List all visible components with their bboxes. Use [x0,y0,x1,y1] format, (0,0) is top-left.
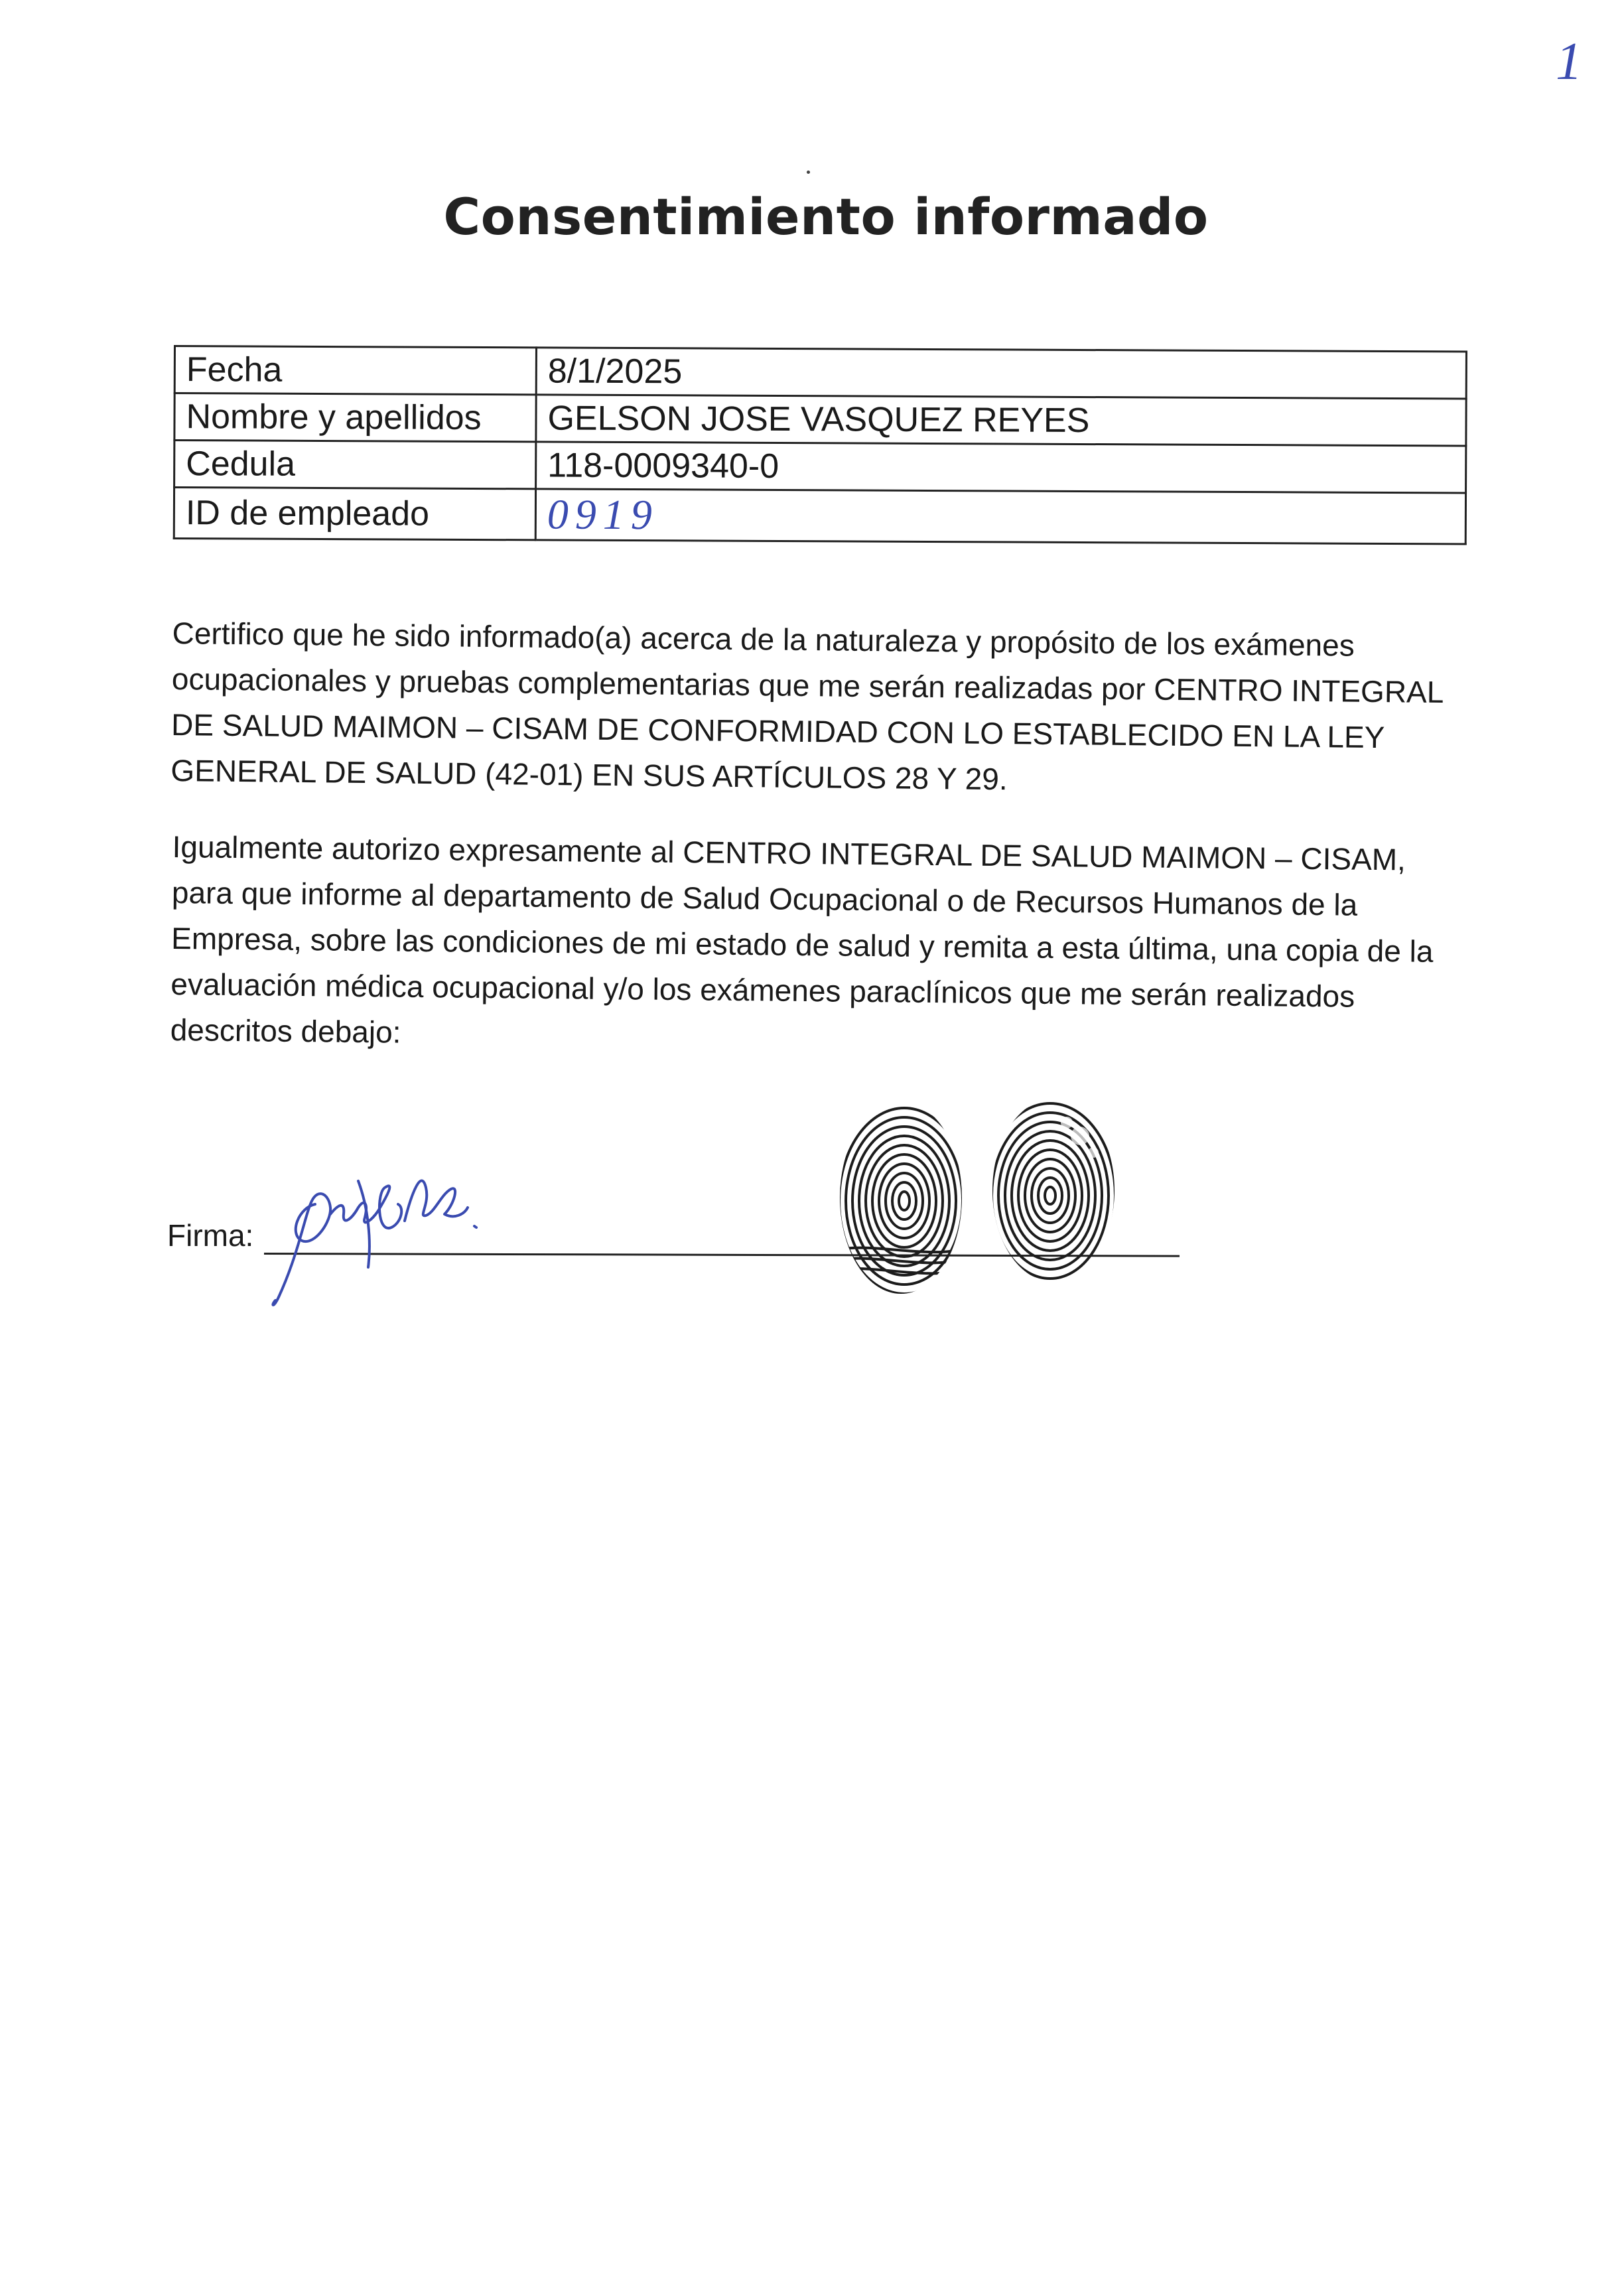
signature-icon [252,1141,491,1314]
table-row [174,393,1466,446]
row-label-cedula: Cedula [174,441,536,489]
handwritten-employee-id: 0919 [547,490,659,539]
row-value-id-empleado [535,489,1465,544]
row-label-id-empleado: ID de empleado [174,488,535,540]
fingerprint-icon [987,1096,1120,1285]
row-value-cedula: 118-0009340-0 [536,442,1466,493]
row-value-fecha: 8/1/2025 [536,348,1466,399]
table-row [174,346,1466,399]
scan-speck [807,171,810,174]
fingerprint-icon [835,1098,967,1297]
consent-paragraph-2: Igualmente autorizo expresamente al CENTRO INTEGRAL DE SALUD MAIMON – CISAM, para que informe al departamento de Salud Ocupacional o de Recursos Humanos de la Empresa, sobre las condiciones de mi estado de salud y remita a esta última, una copia de la evaluación médica ocupacional y/o los exámenes paraclínicos que me serán realizados descritos debajo: [170,829,1434,1050]
table-row [174,488,1465,544]
row-value-nombre: GELSON JOSE VASQUEZ REYES [536,395,1466,446]
signature-label: Firma: [167,1218,254,1253]
page-number: 1 [1556,33,1582,91]
document-title: Consentimiento informado [443,187,1209,246]
row-label-fecha: Fecha [174,346,536,395]
consent-paragraph-1: Certifico que he sido informado(a) acerca de la naturaleza y propósito de los exámenes ocupacionales y pruebas complementarias que me serán realizadas por CENTRO INTEGRAL DE SALUD MAIMON – CISAM DE CONFORMIDAD CON LO ESTABLECIDO EN LA LEY GENERAL DE SALUD (42-01) EN SUS ARTÍCULOS 28 Y 29. [170,615,1443,797]
info-table [173,345,1467,545]
row-label-nombre: Nombre y apellidos [174,393,536,442]
table-row [174,441,1466,493]
